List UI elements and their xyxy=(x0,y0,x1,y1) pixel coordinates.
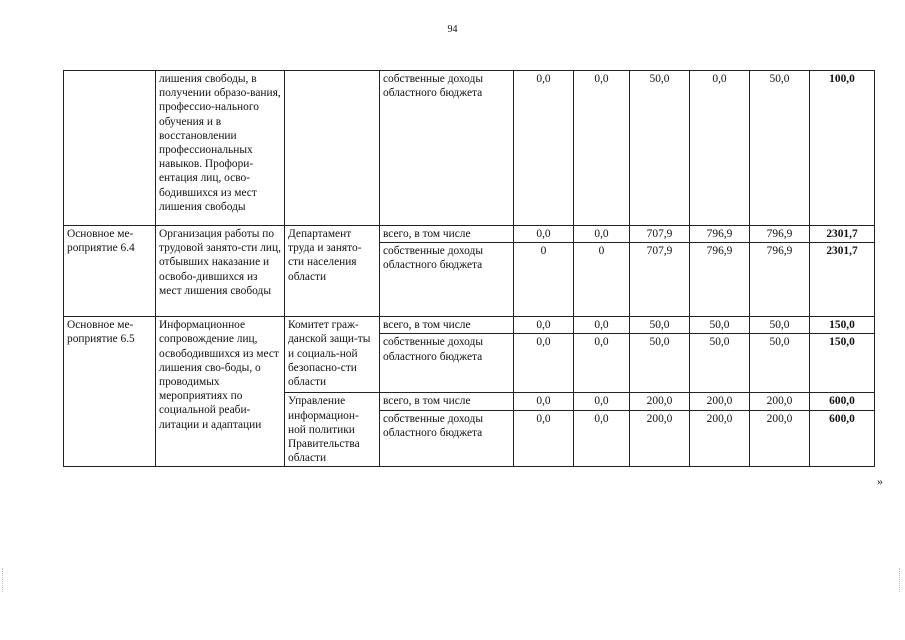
value-cell: 0,0 xyxy=(574,334,630,393)
value-cell: 0 xyxy=(574,243,630,317)
value-cell: 0,0 xyxy=(574,226,630,243)
value-cell: 200,0 xyxy=(690,410,750,467)
executor-cell: Комитет граж-данской защи-ты и социаль-ной безопасно-сти области xyxy=(285,317,380,393)
table-row xyxy=(64,226,875,243)
executor-cell: Департамент труда и занято-сти населения области xyxy=(285,226,380,317)
value-cell: 50,0 xyxy=(750,71,810,226)
value-cell: 796,9 xyxy=(690,243,750,317)
measure-cell xyxy=(64,71,156,226)
value-cell: 50,0 xyxy=(750,334,810,393)
funding-source-cell: собственные доходы областного бюджета xyxy=(380,71,514,226)
value-cell: 796,9 xyxy=(750,226,810,243)
description-cell: лишения свободы, в получении образо-вания, профессио-нального обучения и в восстановлении профессиональных навыков. Профори-ентация лиц, осво-бодившихся из мест лишения свободы xyxy=(156,71,285,226)
value-cell: 50,0 xyxy=(630,71,690,226)
value-cell: 707,9 xyxy=(630,226,690,243)
value-cell: 0,0 xyxy=(514,71,574,226)
scan-edge-mark-right xyxy=(899,568,904,592)
funding-source-cell: всего, в том числе xyxy=(380,226,514,243)
value-cell: 0,0 xyxy=(514,393,574,410)
budget-table xyxy=(63,70,875,467)
value-cell: 0,0 xyxy=(574,71,630,226)
funding-source-cell: собственные доходы областного бюджета xyxy=(380,243,514,317)
description-cell: Информационное сопровождение лиц, освободившихся из мест лишения сво-боды, о проводимых мероприятиях по социальной реаби-литации и адаптации xyxy=(156,317,285,467)
value-cell: 707,9 xyxy=(630,243,690,317)
value-cell: 0 xyxy=(514,243,574,317)
funding-source-cell: всего, в том числе xyxy=(380,317,514,334)
value-cell: 0,0 xyxy=(574,393,630,410)
closing-quote-mark: » xyxy=(877,474,883,488)
funding-source-cell: собственные доходы областного бюджета xyxy=(380,334,514,393)
value-cell: 50,0 xyxy=(750,317,810,334)
value-cell: 796,9 xyxy=(690,226,750,243)
page-number: 94 xyxy=(447,24,458,35)
table-row xyxy=(64,71,875,226)
value-cell: 50,0 xyxy=(690,334,750,393)
total-cell: 150,0 xyxy=(810,317,875,334)
value-cell: 200,0 xyxy=(750,410,810,467)
total-cell: 600,0 xyxy=(810,393,875,410)
funding-source-cell: всего, в том числе xyxy=(380,393,514,410)
value-cell: 200,0 xyxy=(750,393,810,410)
description-cell: Организация работы по трудовой занято-сти лиц, отбывших наказание и освобо-дившихся из мест лишения свободы xyxy=(156,226,285,317)
value-cell: 796,9 xyxy=(750,243,810,317)
total-cell: 100,0 xyxy=(810,71,875,226)
value-cell: 0,0 xyxy=(690,71,750,226)
total-cell: 150,0 xyxy=(810,334,875,393)
measure-cell: Основное ме-роприятие 6.4 xyxy=(64,226,156,317)
value-cell: 0,0 xyxy=(514,226,574,243)
value-cell: 50,0 xyxy=(690,317,750,334)
executor-cell: Управление информацион-ной политики Правительства области xyxy=(285,393,380,467)
executor-cell xyxy=(285,71,380,226)
value-cell: 200,0 xyxy=(630,393,690,410)
measure-cell: Основное ме-роприятие 6.5 xyxy=(64,317,156,467)
value-cell: 0,0 xyxy=(514,410,574,467)
value-cell: 0,0 xyxy=(574,410,630,467)
total-cell: 600,0 xyxy=(810,410,875,467)
value-cell: 50,0 xyxy=(630,317,690,334)
total-cell: 2301,7 xyxy=(810,226,875,243)
table-row xyxy=(64,317,875,334)
total-cell: 2301,7 xyxy=(810,243,875,317)
value-cell: 200,0 xyxy=(630,410,690,467)
value-cell: 200,0 xyxy=(690,393,750,410)
value-cell: 50,0 xyxy=(630,334,690,393)
value-cell: 0,0 xyxy=(574,317,630,334)
value-cell: 0,0 xyxy=(514,317,574,334)
funding-source-cell: собственные доходы областного бюджета xyxy=(380,410,514,467)
value-cell: 0,0 xyxy=(514,334,574,393)
scan-edge-mark-left xyxy=(2,568,7,592)
